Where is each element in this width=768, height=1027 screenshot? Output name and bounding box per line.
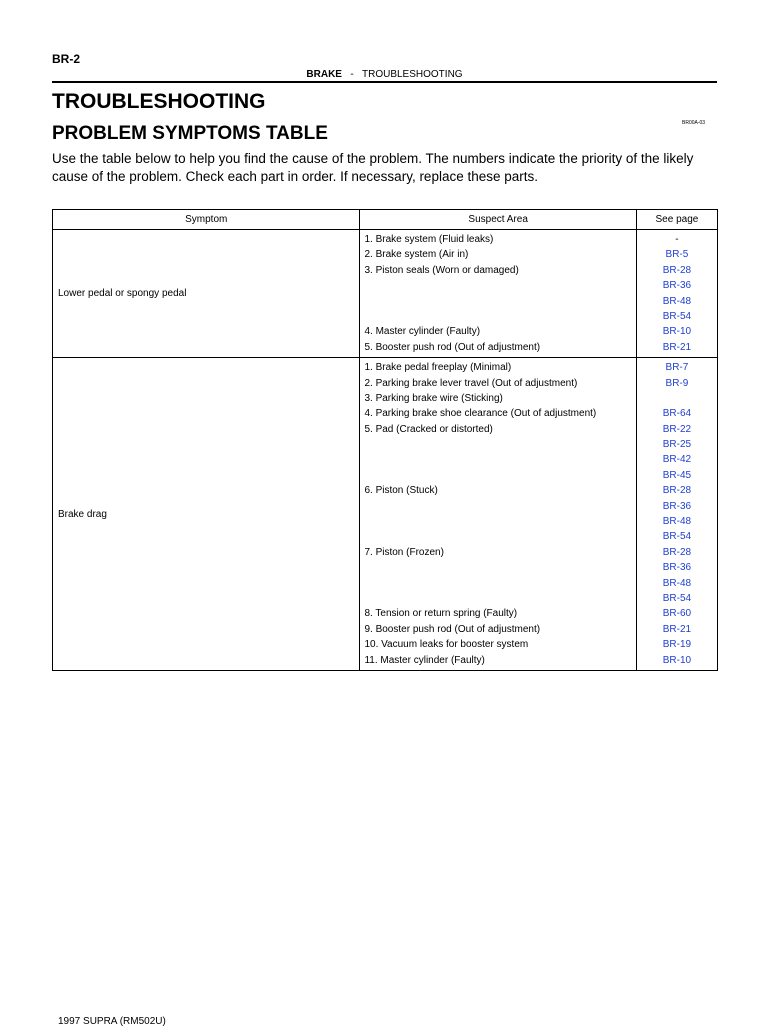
- suspect-area-item: 5. Booster push rod (Out of adjustment): [364, 341, 541, 353]
- page-reference-link[interactable]: BR-42: [662, 454, 692, 466]
- page-reference-link[interactable]: BR-48: [662, 516, 692, 528]
- section-title: PROBLEM SYMPTOMS TABLE: [52, 123, 328, 144]
- page-reference-link[interactable]: BR-25: [662, 439, 692, 451]
- column-header-symptom: Symptom: [53, 210, 360, 230]
- page-reference-link[interactable]: BR-10: [662, 326, 692, 338]
- page-number: BR-2: [52, 52, 81, 66]
- suspect-area-item: [360, 560, 635, 575]
- page-reference-link[interactable]: BR-21: [662, 341, 692, 353]
- suspect-area-item: 9. Booster push rod (Out of adjustment): [364, 623, 541, 635]
- page-reference-link[interactable]: BR-36: [662, 500, 692, 512]
- footer: 1997 SUPRA (RM502U): [58, 1016, 166, 1027]
- suspect-area-item: 3. Piston seals (Worn or damaged): [364, 264, 519, 276]
- suspect-area-item: 2. Parking brake lever travel (Out of adjustment): [364, 377, 578, 389]
- page-reference-link[interactable]: BR-48: [662, 577, 692, 589]
- suspect-area-item: 3. Parking brake wire (Sticking): [364, 392, 503, 404]
- suspect-area-item: [360, 294, 635, 309]
- suspect-area-item: [360, 514, 635, 529]
- header-section: BRAKE: [306, 69, 342, 80]
- page-reference-link[interactable]: BR-28: [662, 264, 692, 276]
- intro-paragraph: Use the table below to help you find the cause of the problem. The numbers indicate the priority of the likely cause of the problem. Check each part in order. If necessary, replace these parts.: [52, 151, 694, 184]
- suspect-area-item: 2. Brake system (Air in): [364, 249, 469, 261]
- page-reference: -: [675, 234, 679, 245]
- page-title: TROUBLESHOOTING: [52, 90, 266, 113]
- page-reference-link[interactable]: BR-7: [665, 362, 689, 374]
- header-subsection: TROUBLESHOOTING: [362, 69, 463, 80]
- page-reference-link[interactable]: BR-60: [662, 608, 692, 620]
- suspect-area-item: [360, 452, 635, 467]
- page-reference-link[interactable]: BR-45: [662, 469, 692, 481]
- suspect-area-item: 7. Piston (Frozen): [364, 546, 444, 558]
- table-header-row: [53, 210, 718, 230]
- suspect-area-item: [360, 576, 635, 591]
- suspect-area-item: 10. Vacuum leaks for booster system: [364, 639, 529, 651]
- column-header-suspect-area: Suspect Area: [360, 210, 636, 230]
- suspect-area-item: 1. Brake system (Fluid leaks): [364, 234, 494, 245]
- suspect-area-item: 6. Piston (Stuck): [364, 485, 438, 497]
- symptom-cell: Lower pedal or spongy pedal: [53, 230, 360, 358]
- table-body: [53, 230, 718, 671]
- page-reference: [637, 391, 717, 406]
- page-reference-link[interactable]: BR-54: [662, 310, 692, 322]
- symptom-cell: Brake drag: [53, 358, 360, 671]
- header-rule: [52, 81, 717, 83]
- page-reference-link[interactable]: BR-28: [662, 546, 692, 558]
- page-reference-link[interactable]: BR-21: [662, 623, 692, 635]
- page-reference-link[interactable]: BR-48: [662, 295, 692, 307]
- suspect-area-item: 5. Pad (Cracked or distorted): [364, 423, 493, 435]
- doc-id: BR00A-03: [682, 120, 706, 126]
- page-reference-link[interactable]: BR-19: [662, 639, 692, 651]
- header-separator: -: [350, 69, 354, 80]
- suspect-area-item: [360, 529, 635, 544]
- page-reference-link[interactable]: BR-64: [662, 408, 692, 420]
- problem-symptoms-table: [52, 209, 718, 671]
- suspect-area-item: [360, 468, 635, 483]
- page-reference-link[interactable]: BR-10: [662, 654, 692, 666]
- see-page-cell: [636, 230, 717, 358]
- column-header-see-page: See page: [636, 210, 717, 230]
- page-reference-link[interactable]: BR-22: [662, 423, 692, 435]
- suspect-area-item: 11. Master cylinder (Faulty): [364, 654, 485, 666]
- suspect-area-item: [360, 309, 635, 324]
- see-page-cell: [636, 358, 717, 671]
- suspect-area-item: 1. Brake pedal freeplay (Minimal): [364, 362, 512, 374]
- page-reference-link[interactable]: BR-28: [662, 485, 692, 497]
- suspect-area-cell: [360, 358, 636, 671]
- page-reference-link[interactable]: BR-36: [662, 562, 692, 574]
- suspect-area-item: 8. Tension or return spring (Faulty): [364, 608, 518, 620]
- table-row: [53, 230, 718, 358]
- suspect-area-item: 4. Parking brake shoe clearance (Out of adjustment): [364, 408, 597, 420]
- table-row: [53, 358, 718, 671]
- suspect-area-item: [360, 499, 635, 514]
- page-reference-link[interactable]: BR-36: [662, 280, 692, 292]
- suspect-area-item: [360, 437, 635, 452]
- page-reference-link[interactable]: BR-54: [662, 531, 692, 543]
- running-header: [52, 69, 717, 80]
- page-reference-link[interactable]: BR-54: [662, 592, 692, 604]
- suspect-area-item: [360, 278, 635, 293]
- page-reference-link[interactable]: BR-5: [665, 249, 689, 261]
- suspect-area-cell: [360, 230, 636, 358]
- suspect-area-item: [360, 591, 635, 606]
- page-reference-link[interactable]: BR-9: [665, 377, 689, 389]
- suspect-area-item: 4. Master cylinder (Faulty): [364, 326, 481, 338]
